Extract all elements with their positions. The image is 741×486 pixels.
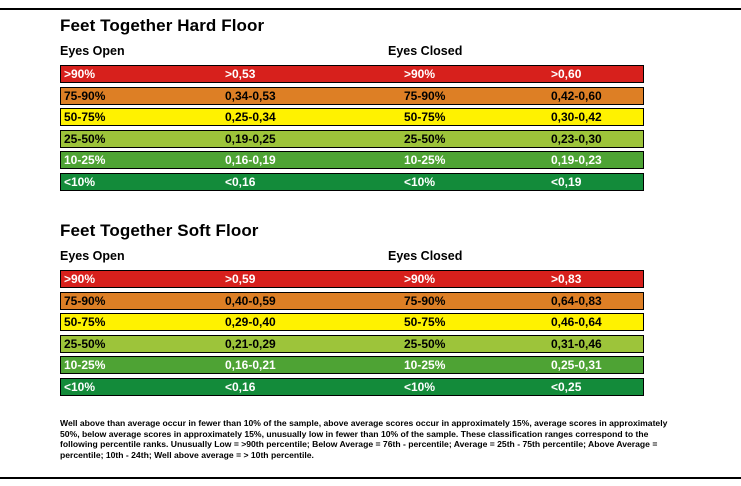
eyes-open-value: 0,19-0,25 [225,131,276,146]
eyes-closed-percentile: 25-50% [404,336,446,351]
eyes-closed-value: <0,19 [551,174,582,189]
eyes-closed-value: >0,60 [551,67,582,81]
table-row [60,130,644,148]
table-row [60,335,644,353]
eyes-open-value: <0,16 [225,379,256,394]
norm-table [60,65,644,191]
eyes-closed-value: 0,46-0,64 [551,315,602,329]
table-row [60,313,644,331]
table-row [60,356,644,374]
eyes-closed-header: Eyes Closed [388,249,463,263]
eyes-open-percentile: 50-75% [64,315,106,329]
eyes-closed-value: >0,83 [551,272,582,286]
eyes-open-percentile: <10% [64,379,96,394]
eyes-open-value: 0,16-0,21 [225,358,276,372]
table-row [60,378,644,396]
eyes-closed-percentile: 50-75% [404,110,446,124]
soft-floor-section [60,219,660,399]
eyes-open-percentile: 75-90% [64,293,106,308]
eyes-open-value: 0,21-0,29 [225,336,276,351]
hard-floor-section [60,14,660,194]
eyes-open-value: 0,34-0,53 [225,88,276,103]
eyes-open-header: Eyes Open [60,249,125,263]
column-headers [60,44,660,60]
eyes-open-percentile: 75-90% [64,88,106,103]
eyes-open-header: Eyes Open [60,44,125,58]
eyes-closed-value: <0,25 [551,379,582,394]
eyes-open-value: >0,59 [225,272,256,286]
eyes-open-percentile: 50-75% [64,110,106,124]
table-row [60,87,644,105]
eyes-open-value: 0,40-0,59 [225,293,276,308]
eyes-open-value: 0,25-0,34 [225,110,276,124]
eyes-open-percentile: >90% [64,67,96,81]
section-title: Feet Together Soft Floor [60,221,259,240]
eyes-open-value: 0,16-0,19 [225,153,276,167]
eyes-closed-percentile: 25-50% [404,131,446,146]
eyes-closed-percentile: >90% [404,272,436,286]
eyes-closed-percentile: 50-75% [404,315,446,329]
section-title: Feet Together Hard Floor [60,16,265,35]
eyes-open-percentile: 25-50% [64,131,106,146]
eyes-open-percentile: 25-50% [64,336,106,351]
eyes-open-percentile: >90% [64,272,96,286]
eyes-closed-value: 0,19-0,23 [551,153,602,167]
eyes-closed-value: 0,23-0,30 [551,131,602,146]
table-row [60,270,644,288]
eyes-closed-percentile: 75-90% [404,293,446,308]
eyes-closed-percentile: <10% [404,174,436,189]
norm-table [60,270,644,396]
eyes-open-percentile: 10-25% [64,153,106,167]
eyes-closed-percentile: 10-25% [404,153,446,167]
table-row [60,151,644,169]
table-row [60,108,644,126]
eyes-open-percentile: 10-25% [64,358,106,372]
eyes-closed-header: Eyes Closed [388,44,463,58]
table-row [60,292,644,310]
eyes-closed-value: 0,30-0,42 [551,110,602,124]
eyes-open-percentile: <10% [64,174,96,189]
eyes-closed-value: 0,31-0,46 [551,336,602,351]
eyes-closed-percentile: 10-25% [404,358,446,372]
eyes-closed-value: 0,64-0,83 [551,293,602,308]
eyes-closed-value: 0,25-0,31 [551,358,602,372]
eyes-closed-value: 0,42-0,60 [551,88,602,103]
table-row [60,65,644,83]
eyes-closed-percentile: <10% [404,379,436,394]
eyes-open-value: >0,53 [225,67,256,81]
classification-footnote: Well above than average occur in fewer than 10% of the sample, above average scores occur in approximately 15%, average scores in approximately 50%, below average scores in approximately 15%, unusually low in fewer than 10% of the sample. These classification ranges correspond to the following percentile ranks. Unusually Low = >90th percentile; Below Average = 76th - percentile; Average = 25th - 75th percentile; Above Average = percentile; 10th - 24th; Well above average = > 10th percentile. [60,418,668,461]
table-row [60,173,644,191]
eyes-closed-percentile: >90% [404,67,436,81]
column-headers [60,249,660,265]
eyes-closed-percentile: 75-90% [404,88,446,103]
eyes-open-value: <0,16 [225,174,256,189]
eyes-open-value: 0,29-0,40 [225,315,276,329]
